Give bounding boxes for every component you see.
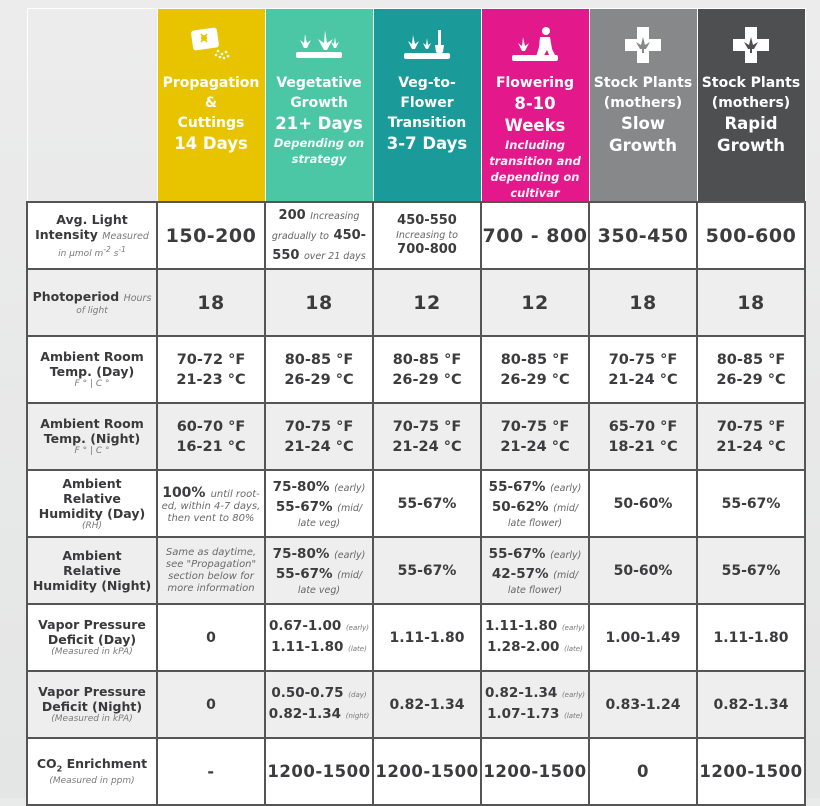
cell-value: 12 — [481, 269, 589, 336]
cell-value: 75-80% (early) 55-67% (mid/ late veg) — [265, 537, 373, 604]
row-vpd-day — [27, 604, 805, 671]
cell-value: 18 — [157, 269, 265, 336]
stage-note: cultivar — [510, 186, 560, 200]
stage-title-1: Veg-to-Flower — [398, 75, 456, 111]
row-temp-night — [27, 403, 805, 470]
cell-value: - — [157, 738, 265, 805]
cell-value: Same as daytime, see "Propagation" section below for more information — [157, 537, 265, 604]
row-label: Vapor Pressure Deficit (Night) (Measured in kPA) — [27, 671, 157, 738]
stage-title-1: Propagation & — [162, 75, 260, 111]
cell-value: 55-67% — [697, 470, 805, 537]
cell-value: 0.67-1.00 (early) 1.11-1.80 (late) — [265, 604, 373, 671]
stage-stock-rapid — [697, 9, 805, 203]
plants-icon — [266, 19, 373, 71]
stage-transition — [373, 9, 481, 203]
stage-duration: 21+ Days — [275, 114, 363, 133]
row-vpd-night — [27, 671, 805, 738]
cell-value: 70-72 °F 21-23 °C — [157, 336, 265, 403]
cell-value: 55-67% — [697, 537, 805, 604]
stage-title-2: Growth — [290, 95, 348, 111]
stage-title-2: Cuttings — [177, 115, 245, 131]
cell-value: 75-80% (early) 55-67% (mid/ late veg) — [265, 470, 373, 537]
row-label: Vapor Pressure Deficit (Day) (Measured in kPA) — [27, 604, 157, 671]
stage-title-2: (mothers) — [603, 95, 683, 111]
cell-value: 1.11-1.80 — [373, 604, 481, 671]
cell-value: 70-75 °F 21-24 °C — [589, 336, 697, 403]
cell-value: 0.50-0.75 (day) 0.82-1.34 (night) — [265, 671, 373, 738]
stage-title-2: Transition — [387, 115, 467, 131]
cell-value: 55-67% — [373, 537, 481, 604]
stage-title-1: Vegetative — [276, 75, 362, 91]
stage-duration: 3-7 Days — [386, 134, 468, 153]
cell-value: 18 — [589, 269, 697, 336]
gardener-icon — [482, 19, 589, 71]
stage-propagation — [157, 9, 265, 203]
cross-leaf-icon — [590, 19, 697, 71]
stage-title-1: Stock Plants — [593, 75, 693, 91]
cell-value: 65-70 °F 18-21 °C — [589, 403, 697, 470]
row-humidity-day — [27, 470, 805, 537]
cell-value: 55-67% — [373, 470, 481, 537]
stage-note: depending on — [490, 170, 580, 184]
cell-value: 100% until root- ed, within 4-7 days, then vent to 80% — [157, 470, 265, 537]
stage-flowering — [481, 9, 589, 203]
row-label: Photoperiod Hours of light — [27, 269, 157, 336]
cell-value: 350-450 — [589, 202, 697, 269]
corner-cell — [27, 9, 157, 203]
cell-value: 70-75 °F 21-24 °C — [373, 403, 481, 470]
cell-value: 0 — [157, 604, 265, 671]
grow-stage-table — [26, 8, 806, 806]
stage-duration: 14 Days — [174, 134, 248, 153]
stage-note: Including — [504, 138, 565, 152]
cell-value: 70-75 °F 21-24 °C — [697, 403, 805, 470]
stage-note: Depending on — [273, 136, 365, 150]
plants-shovel-icon — [374, 19, 481, 71]
row-light-intensity — [27, 202, 805, 269]
stage-vegetative — [265, 9, 373, 203]
row-photoperiod — [27, 269, 805, 336]
cross-leaf-icon — [698, 19, 805, 71]
row-temp-day — [27, 336, 805, 403]
cell-value: 18 — [265, 269, 373, 336]
row-label: Avg. Light Intensity Measured in µmol $m^{-2}$ $s^{-1}$ — [27, 202, 157, 269]
seed-tray-icon — [158, 19, 265, 71]
cell-value: 0 — [157, 671, 265, 738]
cell-value: 0.82-1.34 — [697, 671, 805, 738]
row-humidity-night — [27, 537, 805, 604]
cell-value: 0 — [589, 738, 697, 805]
cell-value: 1200-1500 — [697, 738, 805, 805]
cell-value: 1.00-1.49 — [589, 604, 697, 671]
cell-value: 60-70 °F 16-21 °C — [157, 403, 265, 470]
cell-value: 1.11-1.80 — [697, 604, 805, 671]
cell-value: 150-200 — [157, 202, 265, 269]
cell-value: 50-60% — [589, 537, 697, 604]
stage-stock-slow — [589, 9, 697, 203]
stage-title-1: Stock Plants — [701, 75, 801, 91]
row-label: Ambient Room Temp. (Day) F ° | C ° — [27, 336, 157, 403]
row-label: Ambient Relative Humidity (Night) — [27, 537, 157, 604]
stage-title-1: Flowering — [495, 75, 575, 91]
row-co2 — [27, 738, 805, 805]
cell-value: 50-60% — [589, 470, 697, 537]
cell-value: 80-85 °F 26-29 °C — [265, 336, 373, 403]
cell-value: 450-550 Increasing to 700-800 — [373, 202, 481, 269]
cell-value: 0.82-1.34 — [373, 671, 481, 738]
cell-value: 0.83-1.24 — [589, 671, 697, 738]
stage-note: transition and — [489, 154, 581, 168]
cell-value: 700 - 800 — [481, 202, 589, 269]
row-label: Ambient Relative Humidity (Day) (RH) — [27, 470, 157, 537]
cell-value: 1200-1500 — [373, 738, 481, 805]
cell-value: 80-85 °F 26-29 °C — [481, 336, 589, 403]
cell-value: 18 — [697, 269, 805, 336]
cell-value: 0.82-1.34 (early) 1.07-1.73 (late) — [481, 671, 589, 738]
stage-duration: Rapid — [724, 114, 778, 133]
cell-value: 200 Increasing gradually to 450- 550 over 21 days — [265, 202, 373, 269]
row-label: $CO_2$ Enrichment (Measured in ppm) — [27, 738, 157, 805]
stage-duration-2: Growth — [717, 136, 785, 155]
stage-title-2: (mothers) — [711, 95, 791, 111]
cell-value: 1200-1500 — [265, 738, 373, 805]
stage-note: strategy — [291, 152, 347, 166]
cell-value: 80-85 °F 26-29 °C — [697, 336, 805, 403]
header-row — [27, 9, 805, 203]
cell-value: 12 — [373, 269, 481, 336]
stage-duration: 8-10 Weeks — [504, 94, 566, 135]
cell-value: 55-67% (early) 42-57% (mid/ late flower) — [481, 537, 589, 604]
cell-value: 70-75 °F 21-24 °C — [481, 403, 589, 470]
stage-duration-2: Growth — [609, 136, 677, 155]
cell-value: 70-75 °F 21-24 °C — [265, 403, 373, 470]
cell-value: 80-85 °F 26-29 °C — [373, 336, 481, 403]
cell-value: 1.11-1.80 (early) 1.28-2.00 (late) — [481, 604, 589, 671]
cell-value: 55-67% (early) 50-62% (mid/ late flower) — [481, 470, 589, 537]
cell-value: 1200-1500 — [481, 738, 589, 805]
stage-duration: Slow — [620, 114, 666, 133]
cell-value: 500-600 — [697, 202, 805, 269]
row-label: Ambient Room Temp. (Night) F ° | C ° — [27, 403, 157, 470]
